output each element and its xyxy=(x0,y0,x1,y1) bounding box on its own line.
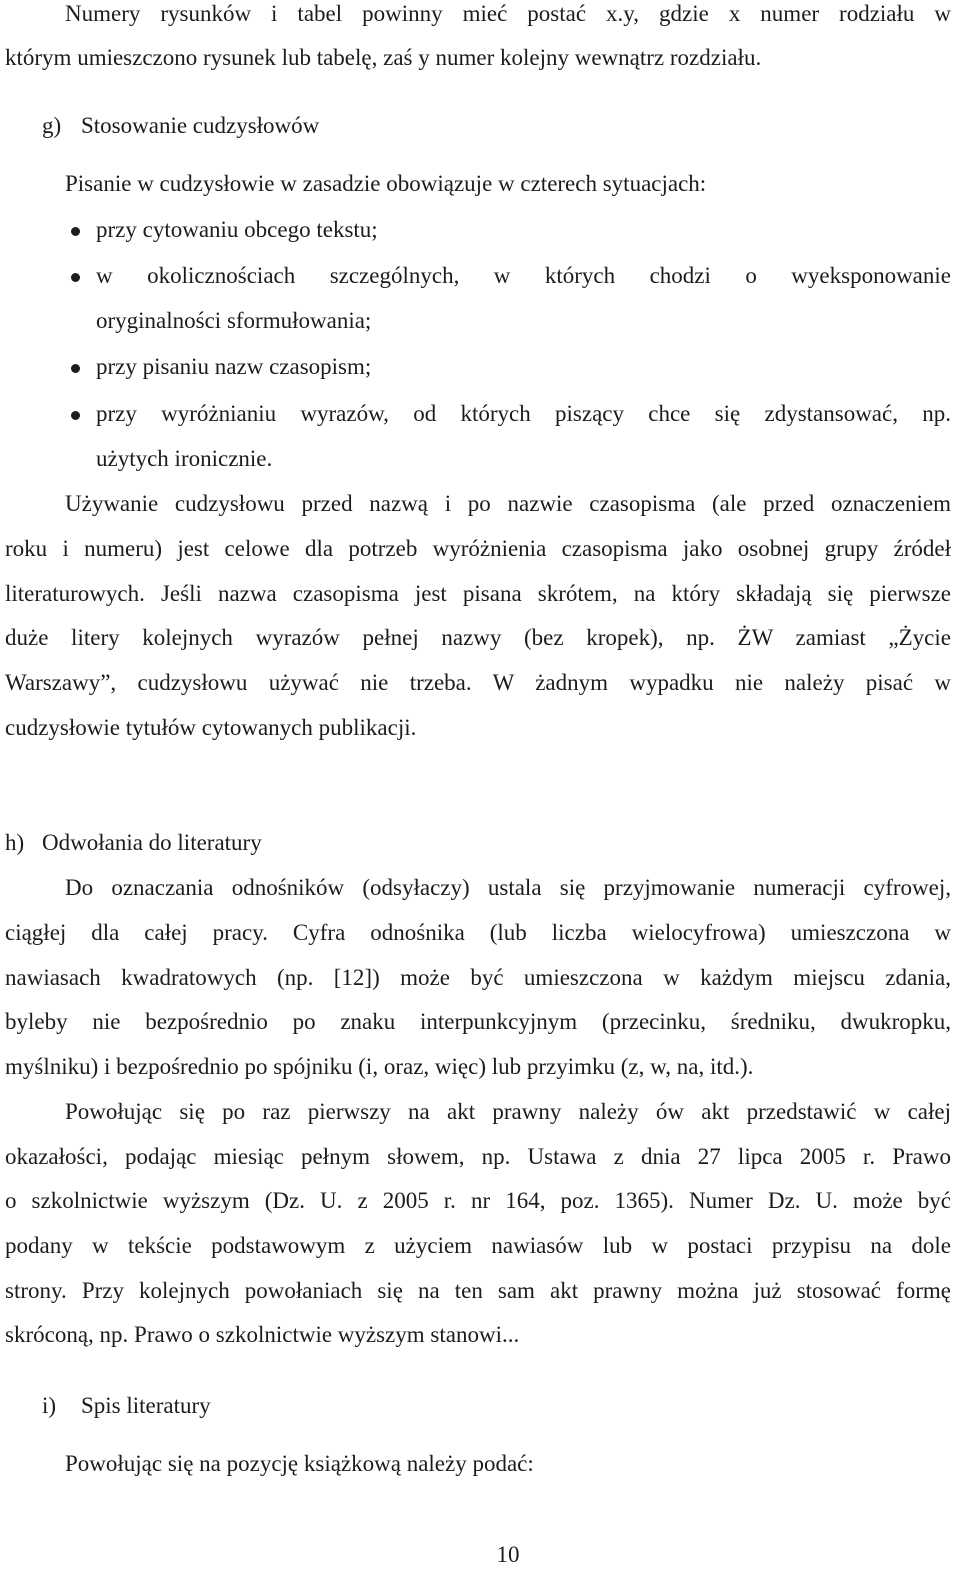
section-i-lead: Powołując się na pozycję książkową należy podać: xyxy=(65,1451,534,1476)
bullet-dot xyxy=(71,411,80,420)
section-h-paragraph2-line-2: okazałości, podając miesiąc pełnym słowem, np. Ustawa z dnia 27 lipca 2005 r. Prawo xyxy=(5,1144,951,1169)
bullet-dot xyxy=(71,364,80,373)
section-g-lead: Pisanie w cudzysłowie w zasadzie obowiązuje w czterech sytuacjach: xyxy=(65,171,707,196)
page-number: 10 xyxy=(496,1542,520,1567)
intro-line-2: którym umieszczono rysunek lub tabelę, zaś y numer kolejny wewnątrz rozdziału. xyxy=(5,45,762,70)
section-h-paragraph2-line-5: strony. Przy kolejnych powołaniach się na ten sam akt prawny można już stosować formę xyxy=(5,1278,951,1303)
section-h-paragraph1-line-3: nawiasach kwadratowych (np. [12]) może być umieszczona w każdym miejscu zdania, xyxy=(5,965,951,990)
section-h-paragraph1-line-1: Do oznaczania odnośników (odsyłaczy) ustala się przyjmowanie numeracji cyfrowej, xyxy=(65,875,951,900)
bullet-item-1: przy cytowaniu obcego tekstu; xyxy=(96,217,378,242)
section-g-paragraph-line-1: Używanie cudzysłowu przed nazwą i po nazwie czasopisma (ale przed oznaczeniem xyxy=(65,491,951,516)
section-g-paragraph-line-5: Warszawy”, cudzysłowu używać nie trzeba. W żadnym wypadku nie należy pisać w xyxy=(5,670,951,695)
section-h-paragraph2-line-6: skróconą, np. Prawo o szkolnictwie wyższym stanowi... xyxy=(5,1322,520,1347)
bullet-item-4-line-1: przy wyróżnianiu wyrazów, od których piszący chce się zdystansować, np. xyxy=(96,401,951,426)
bullet-item-4-line-2: użytych ironicznie. xyxy=(96,446,273,471)
section-h-paragraph2-line-4: podany w tekście podstawowym z użyciem nawiasów lub w postaci przypisu na dole xyxy=(5,1233,951,1258)
section-g-paragraph-line-2: roku i numeru) jest celowe dla potrzeb wyróżnienia czasopisma jako osobnej grupy źródeł xyxy=(5,536,951,561)
bullet-item-2-line-2: oryginalności sformułowania; xyxy=(96,308,372,333)
section-g-paragraph-line-3: literaturowych. Jeśli nazwa czasopisma jest pisana skrótem, na który składają się pierwsze xyxy=(5,581,951,606)
section-h-paragraph1-line-4: byleby nie bezpośrednio po znaku interpunkcyjnym (przecinku, średniku, dwukropku, xyxy=(5,1009,951,1034)
bullet-dot xyxy=(71,227,80,236)
section-g-paragraph-line-4: duże litery kolejnych wyrazów pełnej nazwy (bez kropek), np. ŻW zamiast „Życie xyxy=(5,625,951,650)
section-g-heading: Stosowanie cudzysłowów xyxy=(81,113,320,138)
section-i-heading: Spis literatury xyxy=(81,1393,211,1418)
section-i-label: i) xyxy=(42,1393,57,1418)
section-h-paragraph1-line-2: ciągłej dla całej pracy. Cyfra odnośnika (lub liczba wielocyfrowa) umieszczona w xyxy=(5,920,951,945)
section-g-paragraph-line-6: cudzysłowie tytułów cytowanych publikacji. xyxy=(5,715,417,740)
bullet-dot xyxy=(71,273,80,282)
bullet-item-3: przy pisaniu nazw czasopism; xyxy=(96,354,372,379)
section-h-paragraph2-line-1: Powołując się po raz pierwszy na akt prawny należy ów akt przedstawić w całej xyxy=(65,1099,951,1124)
section-g-label: g) xyxy=(42,113,62,138)
section-h-heading: Odwołania do literatury xyxy=(42,830,262,855)
section-h-paragraph1-line-5: myślniku) i bezpośrednio po spójniku (i, oraz, więc) lub przyimku (z, w, na, itd.). xyxy=(5,1054,754,1079)
section-h-paragraph2-line-3: o szkolnictwie wyższym (Dz. U. z 2005 r. nr 164, poz. 1365). Numer Dz. U. może być xyxy=(5,1188,951,1213)
section-h-label: h) xyxy=(5,830,25,855)
bullet-item-2-line-1: w okolicznościach szczególnych, w których chodzi o wyeksponowanie xyxy=(96,263,951,288)
intro-line-1: Numery rysunków i tabel powinny mieć postać x.y, gdzie x numer rodziału w xyxy=(65,1,951,26)
